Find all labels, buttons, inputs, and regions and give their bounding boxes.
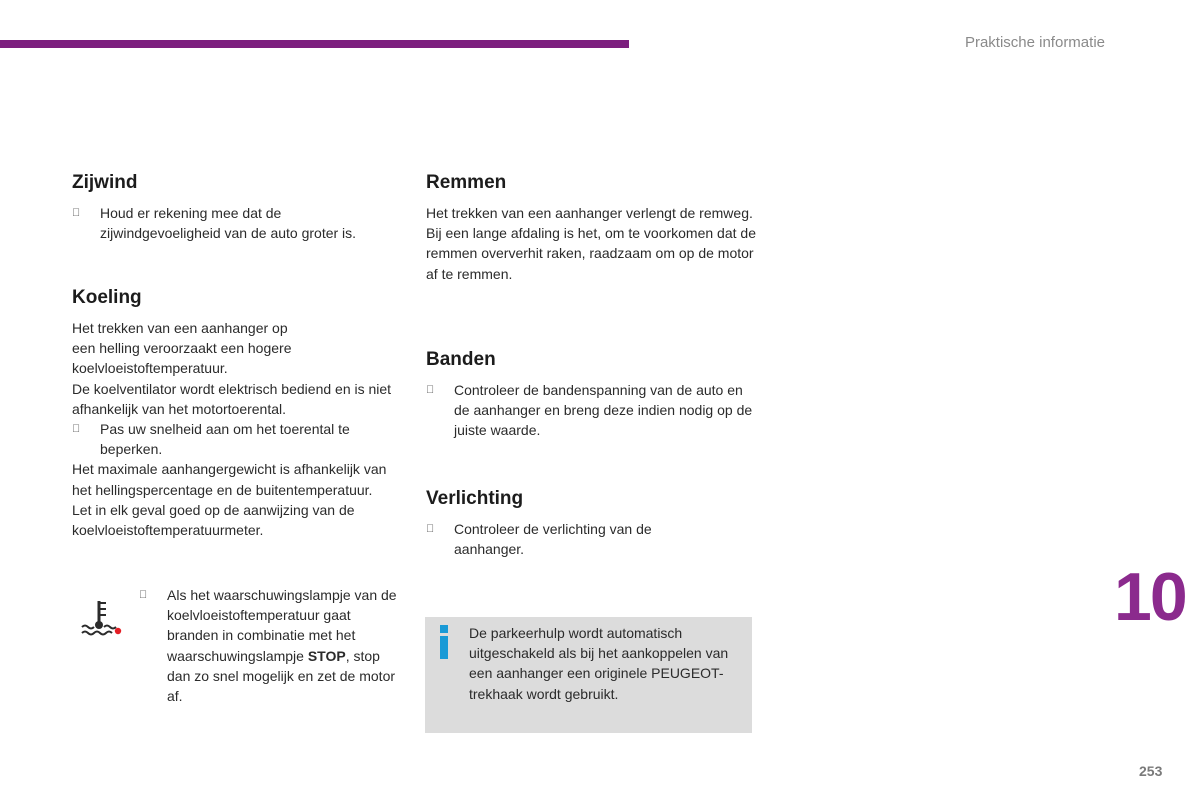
paragraph-remmen-1: Het trekken van een aanhanger verlengt de remweg.: [426, 205, 753, 221]
heading-verlichting: Verlichting: [426, 488, 524, 509]
coolant-warning-note: [139, 585, 399, 706]
section-banden: [426, 349, 756, 441]
chapter-number: 10: [1114, 559, 1186, 635]
bullet-text: Controleer de bandenspanning van de auto en de aanhanger en breng deze indien nodig op de juiste waarde.: [454, 382, 753, 439]
section-remmen: [426, 172, 756, 284]
bullet-text: Houd er rekening mee dat de zijwindgevoeligheid van de auto groter is.: [100, 205, 357, 242]
info-box: [425, 617, 752, 733]
info-text: De parkeerhulp wordt automatisch uitgeschakeld als bij het aankoppelen van een aanhanger een originele PEUGEOT-trekhaak wordt gebruikt.: [469, 625, 729, 702]
bullet-text: Pas uw snelheid aan om het toerental te beperken.: [100, 421, 350, 458]
coolant-temperature-warning-icon: [78, 597, 124, 637]
bullet-verlichting: [426, 519, 716, 559]
bullet-text: Controleer de verlichting van de aanhanger.: [454, 521, 652, 558]
heading-remmen: Remmen: [426, 172, 507, 193]
bullet-marker-icon: [426, 380, 434, 400]
warning-stop-label: STOP: [307, 647, 346, 664]
page-number: 253: [1139, 763, 1163, 779]
paragraph-line: een helling veroorzaakt een hogere: [72, 340, 292, 357]
section-verlichting: [426, 488, 716, 559]
warning-text-end: , stop dan zo snel mogelijk en zet de motor af.: [167, 647, 396, 705]
paragraph-koeling-4: Let in elk geval goed op de aanwijzing van de koelvloeistoftemperatuurmeter.: [72, 501, 355, 539]
section-zijwind: [72, 172, 402, 243]
info-icon: [437, 625, 451, 659]
paragraph-koeling-3: Het maximale aanhangergewicht is afhankelijk van het hellingspercentage en de buitentemperatuur.: [72, 461, 387, 498]
paragraph-koeling-1: [72, 318, 400, 379]
section-koeling: [72, 287, 400, 540]
bullet-marker-icon: [72, 203, 80, 223]
paragraph-line: Het trekken van een aanhanger op: [72, 320, 288, 336]
heading-banden: Banden: [426, 349, 496, 370]
bullet-marker-icon: [426, 519, 434, 539]
paragraph-line: koelvloeistoftemperatuur.: [72, 360, 228, 377]
section-color-bar: [0, 40, 629, 48]
heading-zijwind: Zijwind: [72, 172, 138, 193]
bullet-banden: [426, 380, 756, 441]
bullet-warning: [139, 585, 399, 706]
paragraph-koeling-2: De koelventilator wordt elektrisch bediend en is niet afhankelijk van het motortoerental.: [72, 380, 392, 417]
paragraph-remmen-2: Bij een lange afdaling is het, om te voorkomen dat de remmen oververhit raken, raadzaam om op de motor af te remmen.: [426, 225, 756, 282]
bullet-koeling: [72, 419, 400, 459]
bullet-zijwind: [72, 203, 402, 243]
bullet-marker-icon: [139, 585, 147, 605]
warning-text-start: Als het waarschuwingslampje van de koelvloeistoftemperatuur gaat branden in combinatie met het waarschuwingslampje: [167, 587, 397, 664]
section-title: Praktische informatie: [964, 34, 1105, 51]
heading-koeling: Koeling: [72, 287, 142, 308]
bullet-marker-icon: [72, 419, 80, 439]
